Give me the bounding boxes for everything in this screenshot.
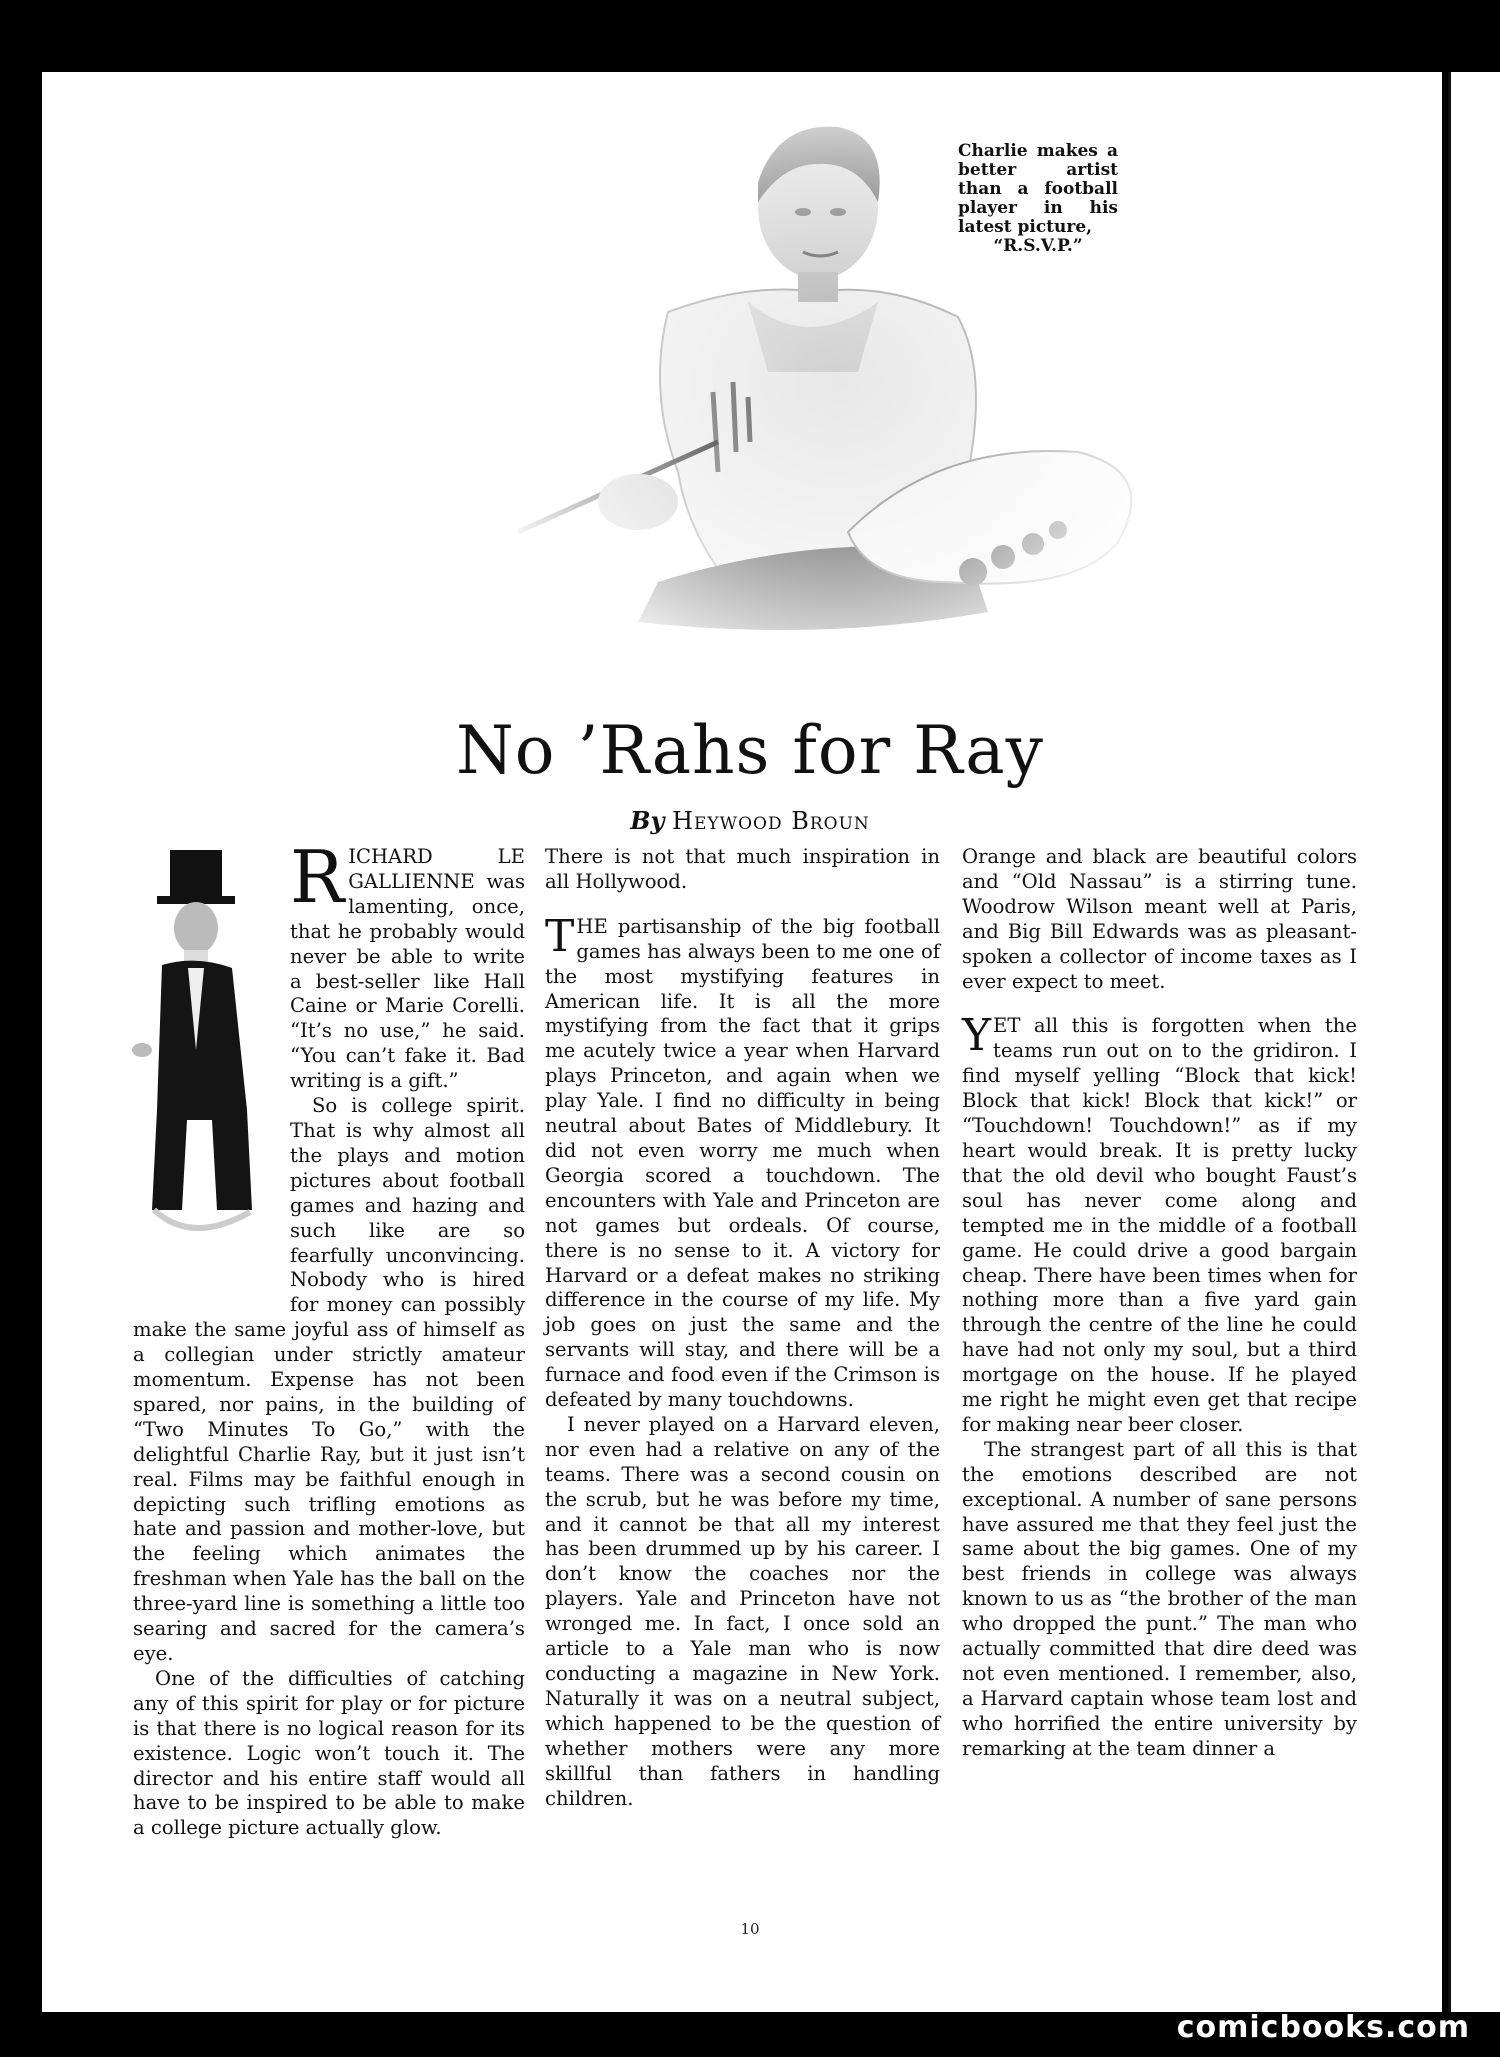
- byline: [0, 806, 1500, 835]
- col1-paragraph-1: RICHARD LE GALLIENNE was lamenting, once, that he probably would never be able to write a best-seller like Hall Caine or Marie Corelli. “It’s no use,” he said. “You can’t fake it. Bad writing is a gift.”: [290, 835, 525, 1093]
- caption-text: Charlie makes a better artist than a football player in his latest picture,: [958, 141, 1118, 237]
- col1-paragraph-3: One of the difficulties of catching any of this spirit for play or for picture is that there is no logical reason for its existence. Logic won’t touch it. The director and his entire staff would all have to be inspired to be able to make a college picture actually glow.: [133, 1666, 525, 1840]
- watermark-logo: comicbooks.com: [1176, 2010, 1470, 2045]
- article-title: No ’Rahs for Ray: [456, 712, 1044, 789]
- photo-caption: [958, 142, 1118, 256]
- column-3: [962, 845, 1357, 1762]
- column-1: [133, 835, 525, 1841]
- col3-paragraph-1: Orange and black are beautiful colors and “Old Nassau” is a stirring tune. Woodrow Wilson meant well at Paris, and Big Bill Edwards was as pleasant-spoken a collector of income taxes as I ever expect to meet.: [962, 845, 1357, 993]
- byline-author: Heywood Broun: [672, 807, 870, 835]
- col1-paragraph-2: So is college spirit. That is why almost all the plays and motion pictures about football games and hazing and such like are so fearfully unconvincing. Nobody who is hired for money can possibly make the same joyful ass of himself as a collegian under strictly amateur momentum. Expense has not been spared, nor pains, in the building of “Two Minutes To Go,” with the delightful Charlie Ray, but it just isn’t real. Films may be faithful enough in depicting such trifling emotions as hate and passion and mother-love, but the feeling which animates the freshman when Yale has the ball on the three-yard line is something a little too searing and sacred for the camera’s eye.: [133, 1094, 525, 1665]
- byline-by: By: [630, 806, 665, 835]
- col2-paragraph-2: THE partisanship of the big football games has always been to me one of the most mystifying features in American life. It is all the more mystifying from the fact that it grips me acutely twice a year when Harvard plays Princeton, and again when we play Yale. I find no difficulty in being neutral about Bates of Middlebury. It did not even worry me much when Georgia scored a touchdown. The encounters with Yale and Princeton are not games but ordeals. Of course, there is no sense to it. A victory for Harvard or a defeat makes no striking difference in the course of my life. My job goes on just the same and the servants will stay, and there will be a furnace and food even if the Crimson is defeated by many touchdowns.: [545, 910, 940, 1412]
- col2-paragraph-3: I never played on a Harvard eleven, nor even had a relative on any of the teams. There was a second cousin on the scrub, but he was before my time, and it cannot be that all my interest has been drummed up by his career. I don’t know the coaches nor the players. Yale and Princeton have not wronged me. In fact, I once sold an article to a Yale man who is now conducting a magazine in New York. Naturally it was on a neutral subject, which happened to be the question of whether mothers were any more skillful than fathers in handling children.: [545, 1412, 940, 1810]
- caption-film-title: “R.S.V.P.”: [993, 236, 1083, 256]
- facing-page-edge: [1448, 72, 1500, 2012]
- drop-cap-r: R: [290, 835, 345, 919]
- col3-paragraph-3: The strangest part of all this is that the emotions described are not exceptional. A number of sane persons have assured me that they feel just the same about the big games. One of my best friends in college was always known to us as “the brother of the man who dropped the punt.” The man who actually committed that dire deed was not even mentioned. I remember, also, a Harvard captain whose team lost and who horrified the entire university by remarking at the team dinner a: [962, 1437, 1357, 1760]
- image-float-space: [133, 845, 290, 1317]
- page-number: 10: [740, 1920, 760, 1938]
- drop-cap-y: Y: [962, 1010, 992, 1062]
- col2-paragraph-1: There is not that much inspiration in all Hollywood.: [545, 845, 940, 893]
- column-2: [545, 845, 940, 1811]
- col3-paragraph-2: YET all this is forgotten when the teams run out on to the gridiron. I find myself yelling “Block that kick! Block that kick! Block that kick!” or “Touchdown! Touchdown!” as if my heart would break. It is pretty lucky that the old devil who bought Faust’s soul has never come along and tempted me in the middle of a football game. He could drive a good bargain cheap. There have been times when for nothing more than a five yard gain through the centre of the line he could have had not only my soul, but a third mortgage on the house. If he played me right he might even get that recipe for making near beer closer.: [962, 1010, 1357, 1436]
- drop-cap-t: T: [545, 910, 575, 962]
